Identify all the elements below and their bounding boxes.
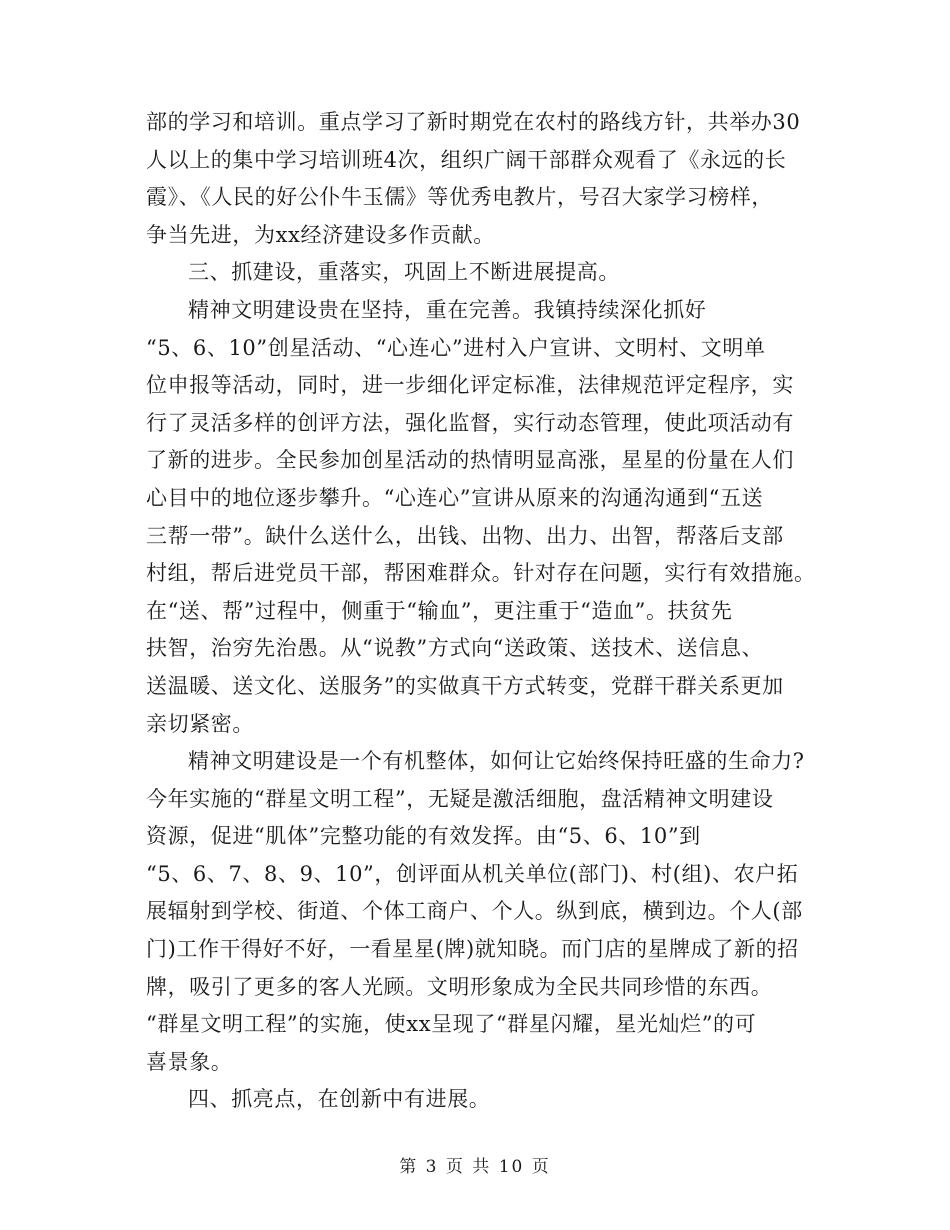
text-line: 了新的进步。全民参加创星活动的热情明显高涨，星星的份量在人们 (146, 448, 794, 473)
page-footer: 第 3 页 共 10 页 (399, 1157, 551, 1177)
text-line: 部的学习和培训。重点学习了新时期党在农村的路线方针，共举办30 (146, 110, 801, 134)
text-line: 喜景象。 (146, 1049, 233, 1074)
text-line: 牌，吸引了更多的客人光顾。文明形象成为全民共同珍惜的东西。 (146, 974, 773, 999)
text-line: 霞》、《人民的好公仆牛玉儒》等优秀电教片，号召大家学习榜样， (146, 185, 773, 210)
text-line: 扶智，治穷先治愚。从“说教”方式向“送政策、送技术、送信息、 (146, 636, 764, 661)
text-line: 位申报等活动，同时，进一步细化评定标准，法律规范评定程序，实 (146, 373, 794, 398)
text-line: 行了灵活多样的创评方法，强化监督，实行动态管理，使此项活动有 (146, 410, 794, 435)
text-line: 送温暖、送文化、送服务”的实做真干方式转变，党群干群关系更加 (146, 673, 784, 698)
text-line: 三帮一带”。缺什么送什么，出钱、出物、出力、出智，帮落后支部 (146, 523, 784, 548)
paragraph-start-line: 精神文明建设是一个有机整体，如何让它始终保持旺盛的生命力? (188, 749, 805, 774)
paragraph-start-line: 精神文明建设贵在坚持，重在完善。我镇持续深化抓好 (188, 297, 707, 322)
text-line: 展辐射到学校、街道、个体工商户、个人。纵到底，横到边。个人(部 (146, 899, 803, 924)
paragraph-start-line: 三、抓建设，重落实，巩固上不断进展提高。 (188, 260, 620, 285)
text-line: 门)工作干得好不好，一看星星(牌)就知晓。而门店的星牌成了新的招 (146, 937, 799, 962)
text-line: 今年实施的“群星文明工程”，无疑是激活细胞，盘活精神文明建设 (146, 786, 774, 811)
text-line: 人以上的集中学习培训班4次，组织广阔干部群众观看了《永远的长 (146, 147, 787, 172)
text-line: 村组，帮后进党员干部，帮困难群众。针对存在问题，实行有效措施。 (146, 561, 816, 586)
paragraph-start-line: 四、抓亮点，在创新中有进展。 (188, 1087, 491, 1112)
document-body (146, 104, 822, 1119)
text-line: 亲切紧密。 (146, 711, 254, 736)
text-line: 心目中的地位逐步攀升。“心连心”宣讲从原来的沟通沟通到“五送 (146, 485, 764, 510)
text-line: 争当先进，为xx经济建设多作贡献。 (146, 222, 495, 247)
text-line: “群星文明工程”的实施，使xx呈现了“群星闪耀，星光灿烂”的可 (146, 1012, 757, 1037)
text-line: 资源，促进“肌体”完整功能的有效发挥。由“5、6、10”到 (146, 824, 701, 849)
text-line: “5、6、10”创星活动、“心连心”进村入户宣讲、文明村、文明单 (146, 335, 766, 360)
text-line: 在“送、帮”过程中，侧重于“输血”，更注重于“造血”。扶贫先 (146, 598, 733, 623)
text-line: “5、6、7、8、9、10”，创评面从机关单位(部门)、村(组)、农户拓 (146, 861, 799, 886)
